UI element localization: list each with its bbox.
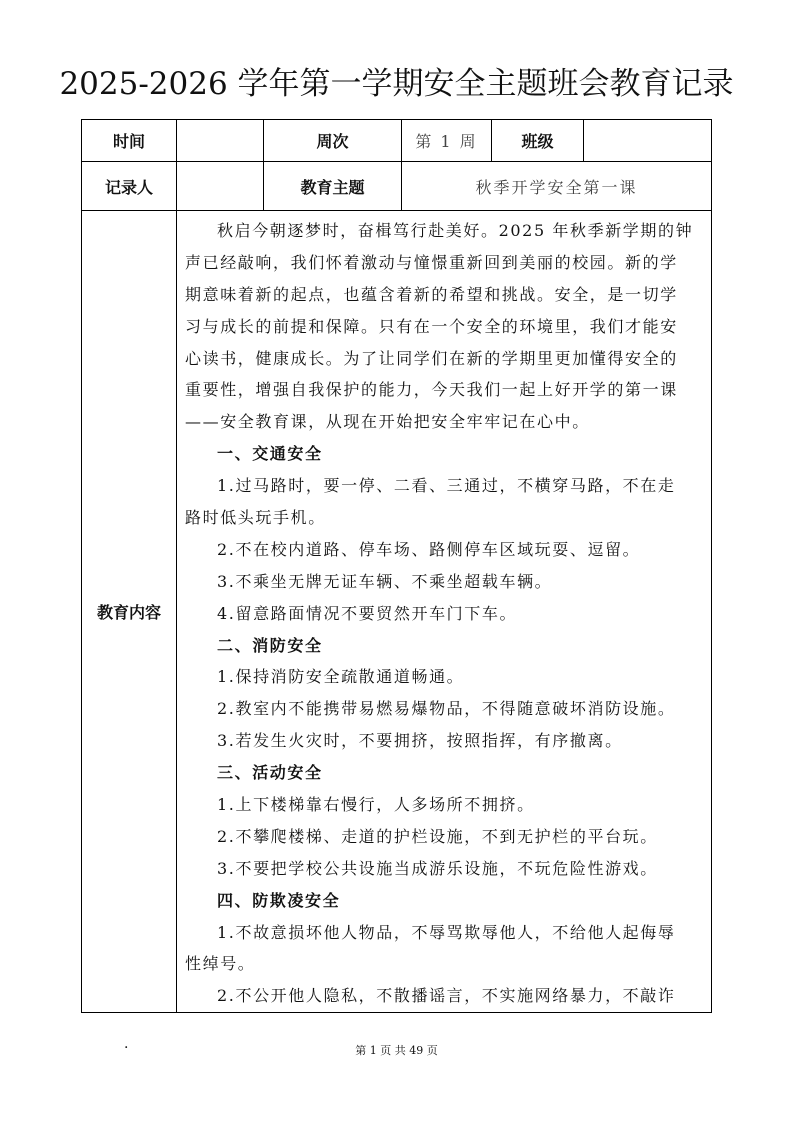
- content-line: 2.不公开他人隐私，不散播谣言，不实施网络暴力，不敲诈: [217, 986, 676, 1006]
- section-heading: 一、交通安全: [217, 444, 323, 464]
- footer-dot: ·: [124, 1040, 129, 1056]
- week-value: 第 1 周: [402, 120, 492, 162]
- section-heading: 四、防欺凌安全: [217, 890, 341, 910]
- content-line: 1.过马路时，要一停、二看、三通过，不横穿马路，不在走: [217, 476, 676, 496]
- time-label: 时间: [82, 120, 177, 162]
- topic-label: 教育主题: [264, 162, 402, 211]
- content-line: 声已经敲响，我们怀着激动与憧憬重新回到美丽的校园。新的学: [185, 252, 678, 272]
- content-line: 习与成长的前提和保障。只有在一个安全的环境里，我们才能安: [185, 316, 678, 336]
- page-number: 第 1 页 共 49 页: [355, 1044, 438, 1057]
- content-line: 3.不乘坐无牌无证车辆、不乘坐超载车辆。: [217, 571, 553, 591]
- content-line: 2.教室内不能携带易燃易爆物品，不得随意破坏消防设施。: [217, 699, 676, 719]
- content-line: 性绰号。: [185, 954, 256, 974]
- content-line: 秋启今朝逐梦时，奋楫笃行赴美好。2025 年秋季新学期的钟: [217, 221, 694, 240]
- content-line: 3.若发生火灾时，不要拥挤，按照指挥，有序撤离。: [217, 731, 623, 751]
- content-label: 教育内容: [82, 211, 177, 1013]
- record-table: [81, 119, 712, 1013]
- content-line: 路时低头玩手机。: [185, 508, 326, 528]
- time-value: [177, 120, 264, 162]
- table-row: [82, 162, 712, 211]
- table-row: [82, 120, 712, 162]
- class-value: [584, 120, 712, 162]
- content-line: ——安全教育课，从现在开始把安全牢牢记在心中。: [185, 412, 590, 432]
- recorder-label: 记录人: [82, 162, 177, 211]
- topic-value: 秋季开学安全第一课: [402, 162, 712, 211]
- section-heading: 二、消防安全: [217, 635, 323, 655]
- content-line: 心读书，健康成长。为了让同学们在新的学期里更加懂得安全的: [185, 348, 678, 368]
- content-line: 4.留意路面情况不要贸然开车门下车。: [217, 603, 518, 623]
- content-line: 3.不要把学校公共设施当成游乐设施，不玩危险性游戏。: [217, 858, 658, 878]
- content-line: 1.上下楼梯靠右慢行，人多场所不拥挤。: [217, 795, 535, 815]
- class-label: 班级: [492, 120, 584, 162]
- section-heading: 三、活动安全: [217, 763, 323, 783]
- table-row: [82, 211, 712, 1013]
- content-line: 2.不在校内道路、停车场、路侧停车区域玩耍、逗留。: [217, 539, 641, 559]
- content-line: 1.不故意损坏他人物品，不辱骂欺辱他人，不给他人起侮辱: [217, 922, 676, 942]
- recorder-value: [177, 162, 264, 211]
- content-line: 重要性，增强自我保护的能力，今天我们一起上好开学的第一课: [185, 380, 678, 400]
- content-line: 2.不攀爬楼梯、走道的护栏设施，不到无护栏的平台玩。: [217, 826, 658, 846]
- content-line: 1.保持消防安全疏散通道畅通。: [217, 667, 465, 687]
- content-line: 期意味着新的起点，也蕴含着新的希望和挑战。安全，是一切学: [185, 284, 678, 304]
- document-title: 2025-2026 学年第一学期安全主题班会教育记录: [59, 66, 734, 102]
- week-label: 周次: [264, 120, 402, 162]
- content-body: [177, 211, 712, 1013]
